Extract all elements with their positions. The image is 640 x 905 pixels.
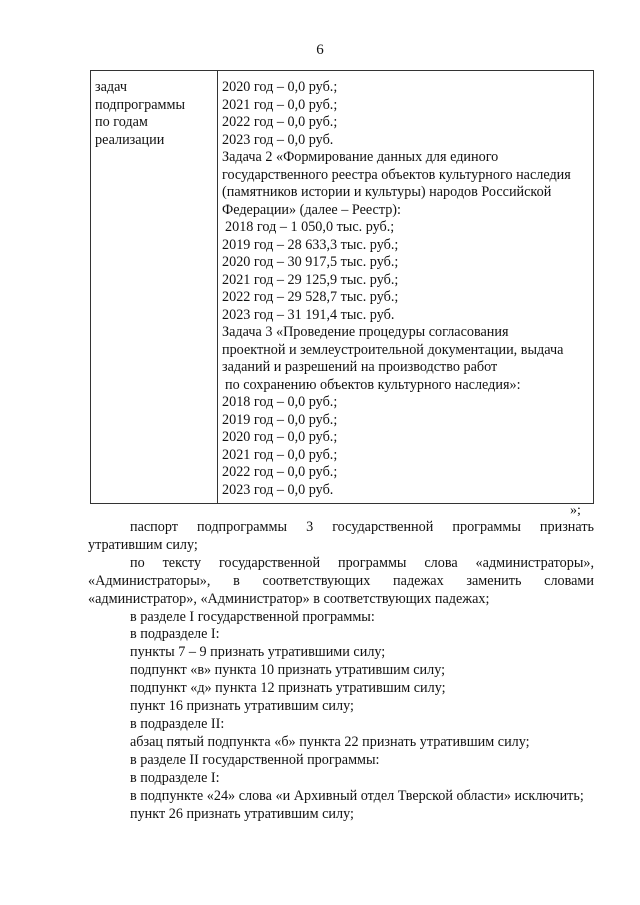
value-line: 2021 год – 29 125,9 тыс. руб.;: [222, 271, 399, 288]
value-cell: [218, 71, 594, 504]
value-line: Федерации» (далее – Реестр):: [222, 201, 401, 218]
value-line: 2018 год – 1 050,0 тыс. руб.;: [225, 219, 395, 235]
paragraph: в разделе II государственной программы:: [130, 751, 380, 768]
label-cell: [91, 71, 218, 504]
paragraph: пункты 7 – 9 признать утратившими силу;: [130, 644, 386, 661]
value-line: 2022 год – 29 528,7 тыс. руб.;: [222, 289, 399, 305]
value-line: (памятников истории и культуры) народов Российской: [222, 184, 552, 200]
value-line: 2021 год – 0,0 руб.;: [222, 96, 338, 113]
value-line: 2020 год – 0,0 руб.;: [222, 79, 338, 95]
value-line: 2020 год – 30 917,5 тыс. руб.;: [222, 254, 399, 270]
label-line: подпрограммы: [95, 96, 185, 113]
paragraph: в подразделе I:: [130, 626, 220, 643]
value-line: проектной и землеустроительной документации, выдача: [222, 341, 564, 358]
value-line: заданий и разрешений на производство работ: [222, 359, 498, 375]
table-row: [91, 71, 594, 504]
task-heading-line: Задача 3 «Проведение процедуры согласования: [222, 324, 509, 340]
value-line: 2023 год – 0,0 руб.: [222, 481, 334, 498]
paragraph: паспорт подпрограммы 3 государственной программы признать утратившим силу;: [88, 519, 594, 553]
value-line: 2022 год – 0,0 руб.;: [222, 464, 338, 480]
value-line: 2020 год – 0,0 руб.;: [222, 429, 338, 445]
paragraph: по тексту государственной программы слова «администраторы», «Администраторы», в соответствующих падежах заменить словами «администратор», «Администратор» в соответствующих падежах;: [88, 554, 594, 607]
paragraph: подпункт «д» пункта 12 признать утратившим силу;: [130, 680, 446, 697]
paragraph: в подразделе I:: [130, 769, 220, 786]
body-text: [88, 519, 594, 823]
passport-table: [90, 70, 594, 504]
paragraph: абзац пятый подпункта «б» пункта 22 признать утратившим силу;: [130, 733, 530, 750]
value-line: 2022 год – 0,0 руб.;: [222, 114, 338, 130]
paragraph: пункт 16 признать утратившим силу;: [130, 698, 354, 715]
paragraph: в разделе I государственной программы:: [130, 608, 375, 625]
paragraph: в подпункте «24» слова «и Архивный отдел Тверской области» исключить;: [130, 787, 584, 804]
page-number: 6: [316, 42, 324, 58]
task-heading-line: Задача 2 «Формирование данных для единого: [222, 149, 499, 165]
paragraph: пункт 26 признать утратившим силу;: [130, 805, 354, 822]
value-line: по сохранению объектов культурного наследия»:: [225, 376, 521, 393]
value-line: 2018 год – 0,0 руб.;: [222, 394, 338, 410]
closing-quote-mark: »;: [570, 503, 581, 518]
value-line: 2023 год – 31 191,4 тыс. руб.: [222, 306, 395, 323]
paragraph: в подразделе II:: [130, 715, 225, 732]
value-line: 2019 год – 28 633,3 тыс. руб.;: [222, 236, 399, 253]
value-line: 2019 год – 0,0 руб.;: [222, 411, 338, 428]
value-line: государственного реестра объектов культурного наследия: [222, 166, 571, 183]
paragraph: подпункт «в» пункта 10 признать утратившим силу;: [130, 662, 446, 679]
label-line: реализации: [95, 131, 165, 148]
label-line: по годам: [95, 114, 148, 130]
value-line: 2023 год – 0,0 руб.: [222, 131, 334, 148]
label-line: задач: [95, 79, 127, 95]
value-line: 2021 год – 0,0 руб.;: [222, 446, 338, 463]
